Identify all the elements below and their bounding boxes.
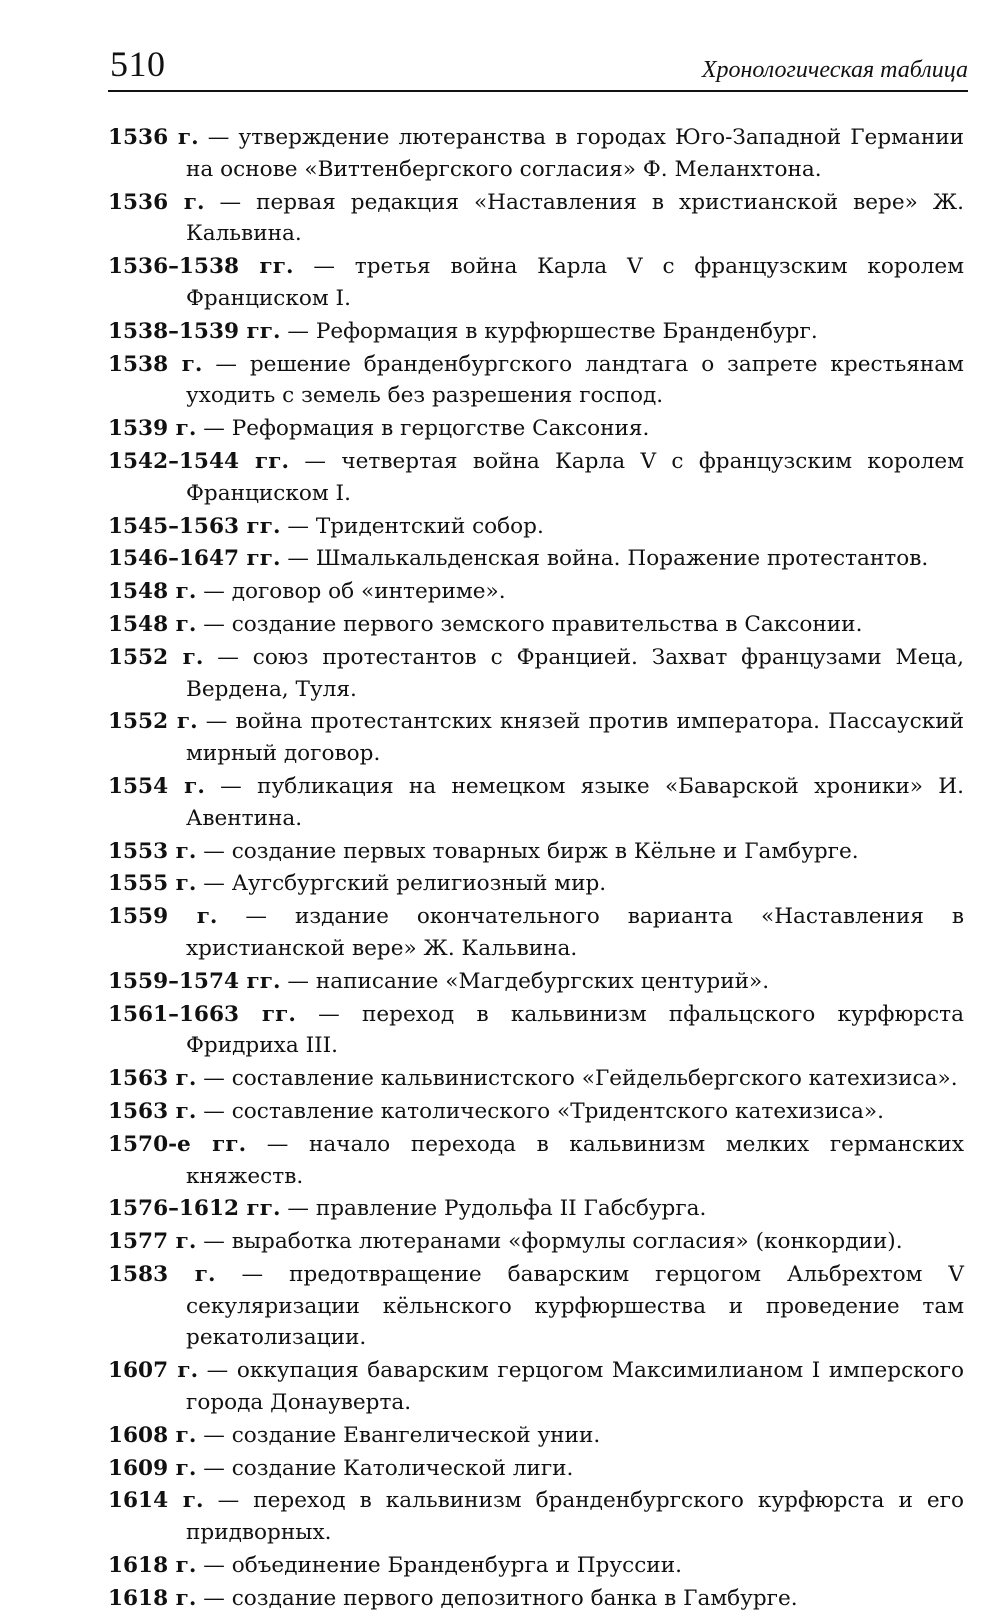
chronology-list: [108, 122, 964, 1616]
entry-date: 1576–1612 гг.: [108, 1196, 281, 1222]
entry-text: — составление кальвинистского «Гейдельбергского катехизиса».: [196, 1066, 958, 1092]
entry-text: — Реформация в курфюршестве Бранденбург.: [280, 318, 818, 344]
entry-text: — написание «Магдебургских центурий».: [280, 968, 770, 994]
entry-text: — объединение Бранденбурга и Пруссии.: [196, 1553, 682, 1579]
entry-text: — создание Католической лиги.: [196, 1455, 574, 1481]
entry-text: — третья война Карла V с французским королем Франциском I.: [186, 254, 964, 311]
entry-date: 1548 г.: [108, 579, 197, 605]
entry-text: — создание первых товарных бирж в Кёльне и Гамбурге.: [196, 838, 859, 864]
entry-text: — переход в кальвинизм пфальцского курфюрста Фридриха III.: [186, 1001, 964, 1059]
chronology-entry: [108, 901, 964, 965]
entry-text: — война протестантских князей против императора. Пассауский мирный договор.: [186, 709, 964, 767]
entry-date: 1554 г.: [108, 773, 205, 799]
entry-text: — начало перехода в кальвинизм мелких германских княжеств.: [186, 1131, 964, 1189]
chronology-entry: [108, 1485, 964, 1549]
chronology-entry: [108, 1096, 964, 1128]
entry-date: 1536 г.: [108, 189, 205, 215]
entry-date: 1548 г.: [108, 611, 197, 637]
entry-date: 1563 г.: [108, 1098, 197, 1124]
chronology-entry: [108, 316, 964, 348]
page-header: [108, 42, 968, 92]
entry-date: 1618 г.: [108, 1585, 197, 1611]
entry-text: — Тридентский собор.: [280, 513, 544, 539]
chronology-entry: [108, 1355, 964, 1419]
chronology-entry: [108, 999, 964, 1063]
chronology-entry: [108, 609, 964, 641]
chronology-entry: [108, 413, 964, 445]
entry-date: 1577 г.: [108, 1229, 197, 1255]
chronology-entry: [108, 1226, 964, 1258]
entry-date: 1553 г.: [108, 838, 197, 864]
chronology-entry: [108, 1259, 964, 1354]
chronology-entry: [108, 1550, 964, 1582]
chronology-entry: [108, 1063, 964, 1095]
entry-date: 1536 г.: [108, 125, 199, 150]
entry-text: — утверждение лютеранства в городах Юго-Западной Германии на основе «Виттенбергского согласия» Ф. Меланхтона.: [186, 125, 964, 182]
chronology-entry: [108, 1453, 964, 1485]
entry-text: — договор об «интериме».: [196, 579, 506, 605]
chronology-entry: [108, 836, 964, 868]
entry-date: 1559–1574 гг.: [108, 968, 281, 994]
entry-text: — создание Евангелической унии.: [196, 1422, 601, 1448]
chronology-entry: [108, 576, 964, 608]
entry-text: — создание первого земского правительства в Саксонии.: [196, 611, 863, 637]
entry-text: — составление католического «Тридентского катехизиса».: [196, 1098, 884, 1124]
chronology-entry: [108, 642, 964, 706]
entry-date: 1538–1539 гг.: [108, 318, 281, 344]
entry-date: 1546–1647 гг.: [108, 546, 281, 572]
entry-date: 1570-е гг.: [108, 1131, 247, 1157]
entry-text: — публикация на немецком языке «Баварской хроники» И. Авентина.: [186, 773, 964, 831]
chronology-entry: [108, 511, 964, 543]
chronology-entry: [108, 1193, 964, 1225]
chronology-entry: [108, 349, 964, 413]
entry-text: — четвертая война Карла V с французским королем Франциском I.: [186, 448, 965, 506]
entry-date: 1536–1538 гг.: [108, 254, 294, 280]
entry-text: — правление Рудольфа II Габсбурга.: [280, 1196, 707, 1222]
chronology-entry: [108, 543, 964, 575]
entry-date: 1608 г.: [108, 1422, 197, 1448]
entry-date: 1561–1663 гг.: [108, 1001, 296, 1027]
entry-text: — союз протестантов с Францией. Захват французами Меца, Вердена, Туля.: [186, 644, 964, 702]
entry-date: 1607 г.: [108, 1358, 199, 1384]
entry-date: 1614 г.: [108, 1488, 204, 1514]
chronology-entry: [108, 1583, 964, 1615]
entry-date: 1539 г.: [108, 416, 197, 442]
chronology-entry: [108, 1129, 964, 1193]
chronology-entry: [108, 706, 964, 770]
chronology-entry: [108, 771, 964, 835]
entry-text: — Реформация в герцогстве Саксония.: [196, 416, 650, 442]
entry-text: — переход в кальвинизм бранденбургского курфюрста и его придворных.: [186, 1488, 964, 1546]
entry-text: — Шмалькальденская война. Поражение протестантов.: [280, 546, 929, 572]
chronology-entry: [108, 251, 964, 315]
entry-date: 1563 г.: [108, 1066, 197, 1092]
entry-text: — решение бранденбургского ландтага о запрете крестьянам уходить с земель без разрешения господ.: [186, 351, 964, 409]
entry-date: 1545–1563 гг.: [108, 513, 281, 539]
entry-text: — первая редакция «Наставления в христианской вере» Ж. Кальвина.: [186, 189, 964, 247]
entry-text: — Аугсбургский религиозный мир.: [196, 871, 607, 897]
entry-date: 1538 г.: [108, 351, 203, 377]
chronology-entry: [108, 122, 964, 186]
chronology-entry: [108, 1420, 964, 1452]
entry-date: 1559 г.: [108, 904, 218, 930]
running-title: Хронологическая таблица: [701, 57, 968, 83]
entry-date: 1609 г.: [108, 1455, 197, 1481]
entry-date: 1618 г.: [108, 1553, 197, 1579]
entry-date: 1542–1544 гг.: [108, 448, 290, 474]
entry-date: 1552 г.: [108, 709, 198, 735]
chronology-entry: [108, 446, 964, 510]
entry-text: — оккупация баварским герцогом Максимилианом I имперского города Донауверта.: [186, 1358, 964, 1416]
chronology-entry: [108, 868, 964, 900]
chronology-entry: [108, 187, 964, 251]
entry-date: 1583 г.: [108, 1261, 216, 1287]
entry-date: 1552 г.: [108, 644, 204, 670]
entry-text: — создание первого депозитного банка в Гамбурге.: [196, 1585, 798, 1611]
entry-date: 1555 г.: [108, 871, 197, 897]
entry-text: — предотвращение баварским герцогом Альбрехтом V секуляризации кёльнского курфюршества и проведение там рекатолизации.: [186, 1261, 964, 1351]
page-number: 510: [110, 44, 166, 84]
chronology-entry: [108, 966, 964, 998]
entry-text: — выработка лютеранами «формулы согласия» (конкордии).: [196, 1229, 903, 1255]
entry-text: — издание окончательного варианта «Наставления в христианской вере» Ж. Кальвина.: [186, 904, 964, 961]
